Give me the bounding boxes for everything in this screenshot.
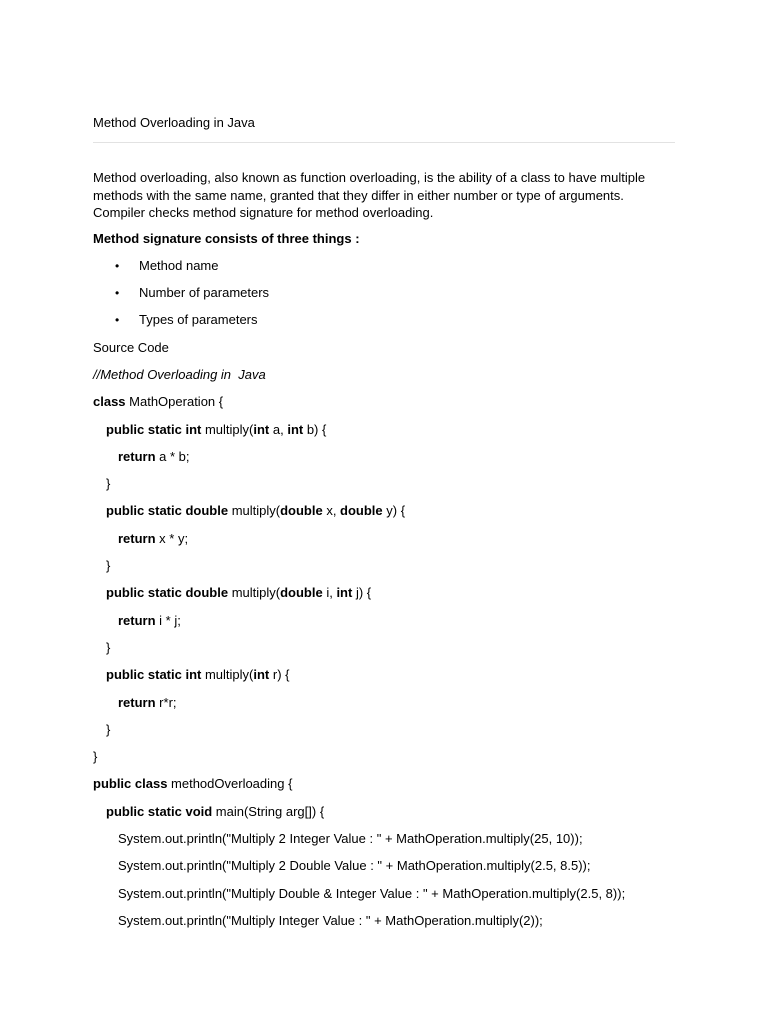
code-keyword: double — [280, 503, 323, 519]
code-text: r*r; — [155, 694, 177, 710]
code-line: System.out.println("Multiply Double & Integer Value : " + MathOperation.multiply(2.5, 8)); — [118, 885, 626, 901]
code-line — [93, 666, 675, 684]
code-text: b) { — [303, 421, 327, 437]
code-block — [93, 366, 675, 930]
code-line — [93, 584, 675, 602]
list-item — [93, 284, 675, 302]
code-line: System.out.println("Multiply 2 Integer Value : " + MathOperation.multiply(25, 10)); — [118, 831, 583, 847]
code-text: j) { — [352, 585, 372, 601]
code-line: } — [106, 721, 111, 737]
code-line: System.out.println("Multiply Integer Value : " + MathOperation.multiply(2)); — [118, 912, 543, 928]
list-item-label: Method name — [139, 257, 219, 273]
code-text: multiply( — [228, 585, 281, 601]
code-keyword: public static int — [106, 421, 202, 437]
code-line: } — [106, 476, 111, 492]
source-code-label: Source Code — [93, 339, 169, 355]
code-line — [93, 775, 675, 793]
signature-list — [93, 257, 675, 330]
code-keyword: int — [253, 421, 270, 437]
bullet-icon: • — [115, 286, 120, 301]
code-text: MathOperation { — [125, 394, 224, 410]
code-line — [93, 530, 675, 548]
code-line — [93, 421, 675, 439]
code-line: } — [93, 749, 98, 765]
code-keyword: double — [340, 503, 383, 519]
code-line — [93, 502, 675, 520]
code-line — [93, 803, 675, 821]
code-text: a * b; — [155, 448, 190, 464]
code-line: System.out.println("Multiply 2 Double Value : " + MathOperation.multiply(2.5, 8.5)); — [118, 858, 591, 874]
code-keyword: double — [280, 585, 323, 601]
code-text: r) { — [269, 667, 290, 683]
code-comment: //Method Overloading in Java — [93, 366, 266, 382]
code-keyword: return — [118, 448, 156, 464]
list-item — [93, 311, 675, 329]
code-text: i * j; — [155, 612, 181, 628]
code-line — [93, 694, 675, 712]
list-item-label: Types of parameters — [139, 312, 258, 328]
code-line — [93, 448, 675, 466]
code-line: } — [106, 639, 111, 655]
code-text: a, — [269, 421, 288, 437]
code-keyword: int — [253, 667, 270, 683]
code-keyword: public static double — [106, 585, 229, 601]
code-text: multiply( — [201, 667, 254, 683]
code-line: } — [106, 558, 111, 574]
code-keyword: public static double — [106, 503, 229, 519]
bullet-icon: • — [115, 313, 120, 328]
code-keyword: return — [118, 694, 156, 710]
code-text: main(String arg[]) { — [212, 803, 325, 819]
code-keyword: return — [118, 612, 156, 628]
signature-heading: Method signature consists of three things : — [93, 230, 360, 246]
title-divider — [93, 142, 675, 143]
code-keyword: class — [93, 394, 126, 410]
code-line — [93, 612, 675, 630]
code-text: y) { — [382, 503, 406, 519]
list-item-label: Number of parameters — [139, 285, 270, 301]
list-item — [93, 257, 675, 275]
code-keyword: int — [287, 421, 304, 437]
bullet-icon: • — [115, 258, 120, 273]
code-keyword: public static void — [106, 803, 213, 819]
code-text: multiply( — [228, 503, 281, 519]
code-keyword: public class — [93, 776, 168, 792]
intro-paragraph: Method overloading, also known as function overloading, is the ability of a class to have multiple methods with the same name, granted that they differ in either number or type of arguments. Compiler checks method signature for method overloading. — [93, 170, 646, 220]
code-text: i, — [322, 585, 337, 601]
code-text: x * y; — [155, 530, 189, 546]
document-page — [93, 114, 675, 930]
code-text: methodOverloading { — [167, 776, 293, 792]
code-keyword: return — [118, 530, 156, 546]
document-title: Method Overloading in Java — [93, 115, 255, 130]
code-text: multiply( — [201, 421, 254, 437]
code-line — [93, 393, 675, 411]
code-keyword: int — [336, 585, 353, 601]
code-keyword: public static int — [106, 667, 202, 683]
code-text: x, — [322, 503, 341, 519]
